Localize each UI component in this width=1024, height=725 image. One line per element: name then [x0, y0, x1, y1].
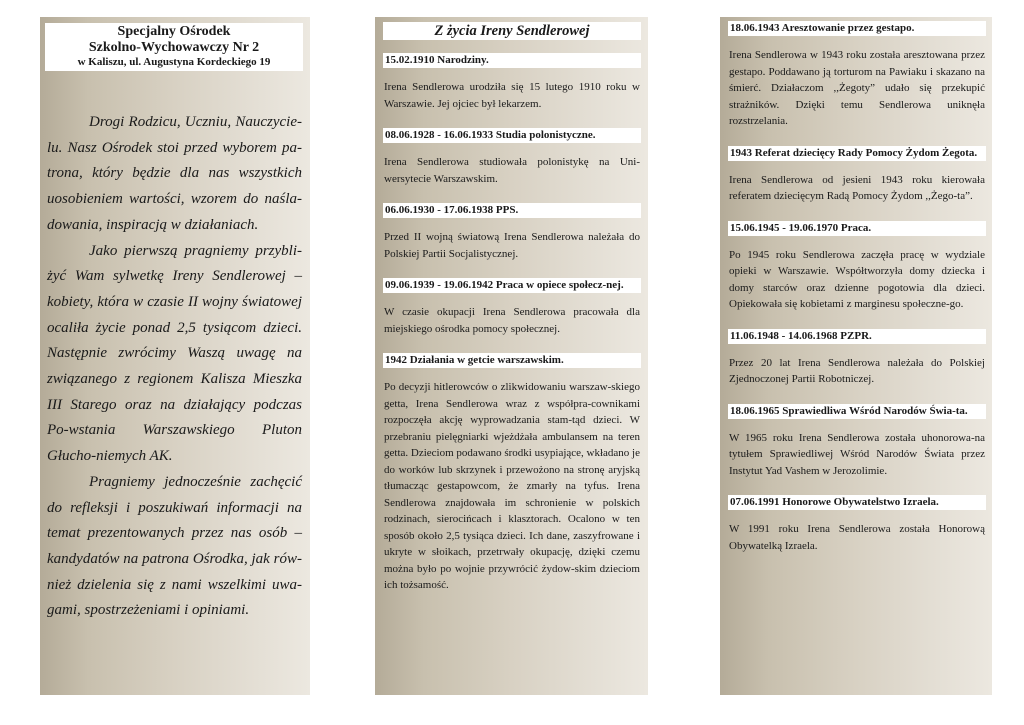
intro-paragraph: Drogi Rodzicu, Uczniu, Nauczycie-lu. Nasz Ośrodek stoi przed wyborem pa-trona, który będzie dla nas wszystkich uosobieniem wartości, wzorem do naśla-dowania, inspiracją w działaniach. [47, 114, 302, 233]
entry-heading: 18.06.1943 Aresztowanie przez gestapo. [728, 21, 986, 36]
entry-heading: 09.06.1939 - 19.06.1942 Praca w opiece społecz-nej. [383, 278, 641, 293]
intro-paragraph: Pragniemy jednocześnie zachęcić do refleksji i poszukiwań informacji na temat prezentowanych przez nas osób – kandydatów na patrona Ośrodka, jak rów-nież dzielenia się z nami wszelkimi uwa-gami, spostrzeżeniami i opiniami. [47, 473, 302, 619]
entry-body: Po decyzji hitlerowców o zlikwidowaniu warszaw-skiego getta, Irena Sendlerowa wraz z współpra-cownikami rozpoczęła akcję wyprowadzania stam-tąd dzieci. W przebraniu pielęgniarki wjeżdżała ambulansem na teren getta. Dzieciom podawano środki usypiające, wkładano je do worków lub skrzynek i przewożono na stronę aryjską tłumacząc gestapowcom, że zmarły na tyfus. Irena Sendlerowa znajdowała im schronienie w polskich rodzinach, sierocińcach i klasztorach. Ocalono w ten sposób około 2,5 tysiąca dzieci. Ich dane, zaszyfrowane i ukryte w słoikach, przetrwały okupację, dzięki czemu można było po wojnie przywrócić żydow-skim dzieciom ich tożsamość. [384, 381, 640, 591]
timeline-entry [383, 278, 641, 337]
timeline-entry [728, 221, 986, 313]
panel-timeline-left [375, 17, 648, 695]
timeline-entry [728, 146, 986, 205]
timeline-entry [383, 53, 641, 112]
timeline-entry [728, 495, 986, 554]
timeline-entry [383, 353, 641, 594]
entry-body: Przed II wojną światową Irena Sendlerowa należała do Polskiej Partii Socjalistycznej. [384, 231, 640, 260]
entry-body: W 1991 roku Irena Sendlerowa została Honorową Obywatelką Izraela. [729, 523, 985, 552]
entry-body: Irena Sendlerowa w 1943 roku została aresztowana przez gestapo. Poddawano ją torturom na Pawiaku i skazano na śmierć. Działaczom ,,Żegoty” udało się przekupić strażników. Dzięki temu Sendlerowa uniknęła rozstrzelania. [729, 49, 985, 127]
timeline-entry [728, 329, 986, 388]
entry-body: Irena Sendlerowa studiowała polonistykę na Uni-wersytecie Warszawskim. [384, 156, 640, 185]
entry-heading: 08.06.1928 - 16.06.1933 Studia polonistyczne. [383, 128, 641, 143]
entry-heading: 18.06.1965 Sprawiedliwa Wśród Narodów Świa-ta. [728, 404, 986, 419]
entry-heading: 15.02.1910 Narodziny. [383, 53, 641, 68]
entry-heading: 06.06.1930 - 17.06.1938 PPS. [383, 203, 641, 218]
entry-body: W czasie okupacji Irena Sendlerowa pracowała dla miejskiego ośrodka pomocy społecznej. [384, 306, 640, 335]
timeline-title: Z życia Ireny Sendlerowej [383, 22, 641, 40]
entry-heading: 11.06.1948 - 14.06.1968 PZPR. [728, 329, 986, 344]
entry-body: Irena Sendlerowa od jesieni 1943 roku kierowała referatem dziecięcym Radą Pomocy Żydom ,,Żego-ta”. [729, 173, 985, 202]
school-header [45, 23, 303, 71]
entry-body: Po 1945 roku Sendlerowa zaczęła pracę w wydziale opieki w Warszawie. Współtworzyła domy dziecka i domy starców oraz dzienne pogotowia dla dzieci. Opiekowała się kobietami z marginesu społeczne-go. [729, 248, 985, 310]
entry-heading: 15.06.1945 - 19.06.1970 Praca. [728, 221, 986, 236]
entry-body: W 1965 roku Irena Sendlerowa została uhonorowa-na tytułem Sprawiedliwej Wśród Narodów Świata przez Instytut Yad Vashem w Jerozolimie. [729, 431, 985, 477]
intro-paragraph: Jako pierwszą pragniemy przybli-żyć Wam sylwetkę Ireny Sendlerowej – kobiety, która w czasie II wojny światowej ocaliła życie ponad 2,5 tysiącom dzieci. Następnie zwrócimy Waszą uwagę na związanego z regionem Kalisza Mieszka III Starego oraz na działający podczas Po-wstania Warszawskiego Pluton Głucho-niemych AK. [47, 242, 302, 465]
school-name-line1: Specjalny Ośrodek [117, 24, 231, 39]
entry-heading: 07.06.1991 Honorowe Obywatelstwo Izraela. [728, 495, 986, 510]
panel-intro [40, 17, 310, 695]
entry-body: Przez 20 lat Irena Sendlerowa należała do Polskiej Zjednoczonej Partii Robotniczej. [729, 356, 985, 385]
school-address: w Kaliszu, ul. Augustyna Kordeckiego 19 [77, 56, 271, 68]
entry-body: Irena Sendlerowa urodziła się 15 lutego 1910 roku w Warszawie. Jej ojciec był lekarzem. [384, 81, 640, 110]
intro-text [47, 110, 302, 624]
entry-heading: 1943 Referat dziecięcy Rady Pomocy Żydom Żegota. [728, 146, 986, 161]
timeline-entry [728, 404, 986, 480]
panel-timeline-right [720, 17, 992, 695]
school-name-line2: Szkolno-Wychowawczy Nr 2 [88, 40, 260, 55]
entry-heading: 1942 Działania w getcie warszawskim. [383, 353, 641, 368]
timeline-entry [383, 203, 641, 262]
timeline-entry [728, 21, 986, 130]
timeline-entry [383, 128, 641, 187]
